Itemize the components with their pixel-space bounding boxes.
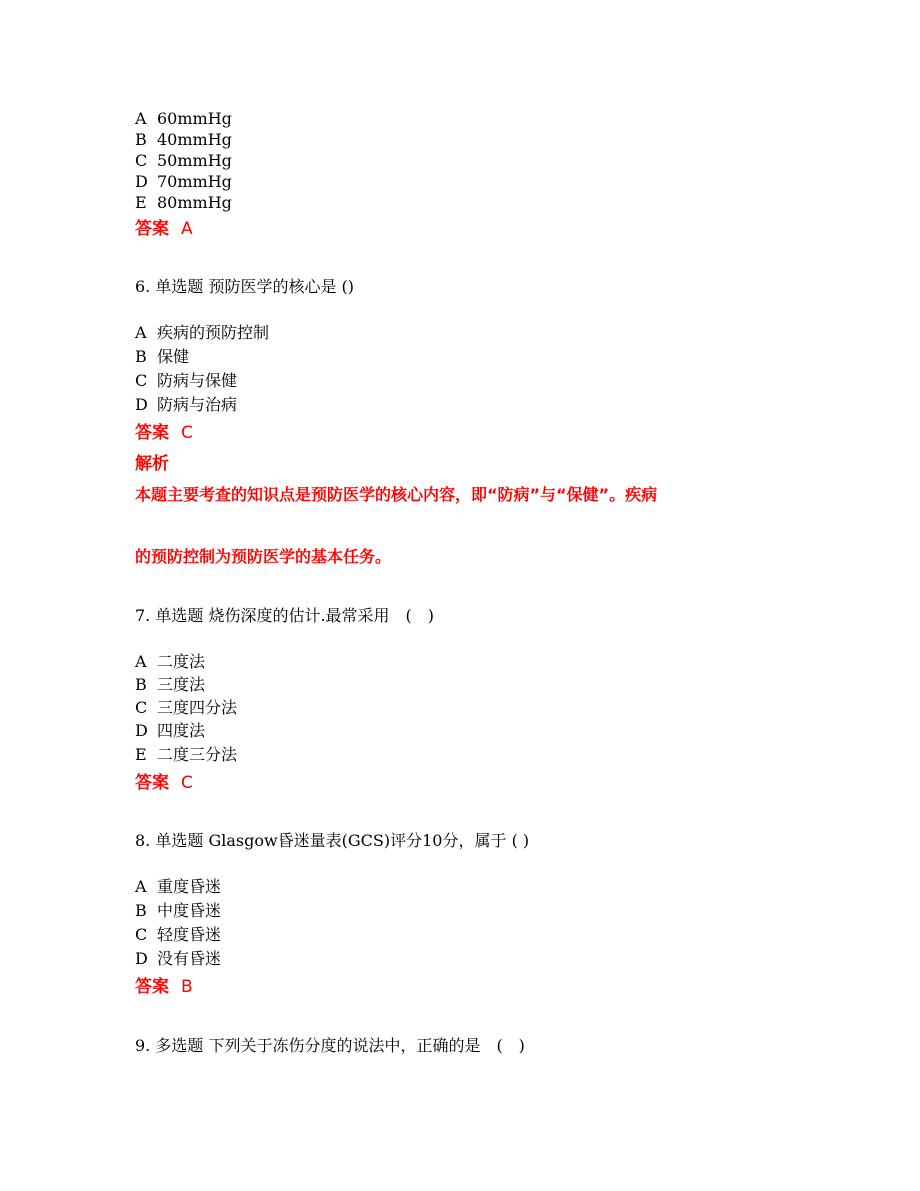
q5-option-d: D 70mmHg [135, 172, 232, 191]
q9-title: 9. 多选题 下列关于冻伤分度的说法中，正确的是 ( ) [135, 1036, 525, 1055]
q8-title: 8. 单选题 Glasgow昏迷量表(GCS)评分10分，属于 ( ) [135, 831, 530, 850]
q7-option-d: D 四度法 [135, 721, 206, 740]
q6-title: 6. 单选题 预防医学的核心是 () [135, 277, 355, 296]
q5-option-b: B 40mmHg [135, 130, 232, 149]
q6-option-d: D 防病与治病 [135, 395, 238, 414]
q7-option-e: E 二度三分法 [135, 745, 238, 764]
q6-answer: 答案 C [135, 423, 193, 443]
q7-option-a: A 二度法 [135, 652, 206, 671]
q8-option-b: B 中度昏迷 [135, 901, 222, 920]
q6-analysis-line-1: 本题主要考查的知识点是预防医学的核心内容，即“防病”与“保健”。疾病 [135, 485, 658, 504]
q5-answer: 答案 A [135, 219, 193, 239]
q8-option-a: A 重度昏迷 [135, 877, 222, 896]
q5-option-a: A 60mmHg [135, 109, 232, 128]
q5-option-e: E 80mmHg [135, 193, 232, 212]
q7-option-c: C 三度四分法 [135, 698, 238, 717]
q6-analysis-label: 解析 [135, 454, 169, 474]
q7-title: 7. 单选题 烧伤深度的估计.最常采用 ( ) [135, 606, 435, 625]
q6-option-b: B 保健 [135, 347, 190, 366]
q8-option-c: C 轻度昏迷 [135, 925, 222, 944]
q6-option-a: A 疾病的预防控制 [135, 323, 270, 342]
q8-option-d: D 没有昏迷 [135, 949, 222, 968]
q8-answer: 答案 B [135, 977, 193, 997]
q6-option-c: C 防病与保健 [135, 371, 238, 390]
q7-answer: 答案 C [135, 773, 193, 793]
q6-analysis-line-2: 的预防控制为预防医学的基本任务。 [135, 547, 392, 566]
q5-option-c: C 50mmHg [135, 151, 232, 170]
q7-option-b: B 三度法 [135, 675, 206, 694]
